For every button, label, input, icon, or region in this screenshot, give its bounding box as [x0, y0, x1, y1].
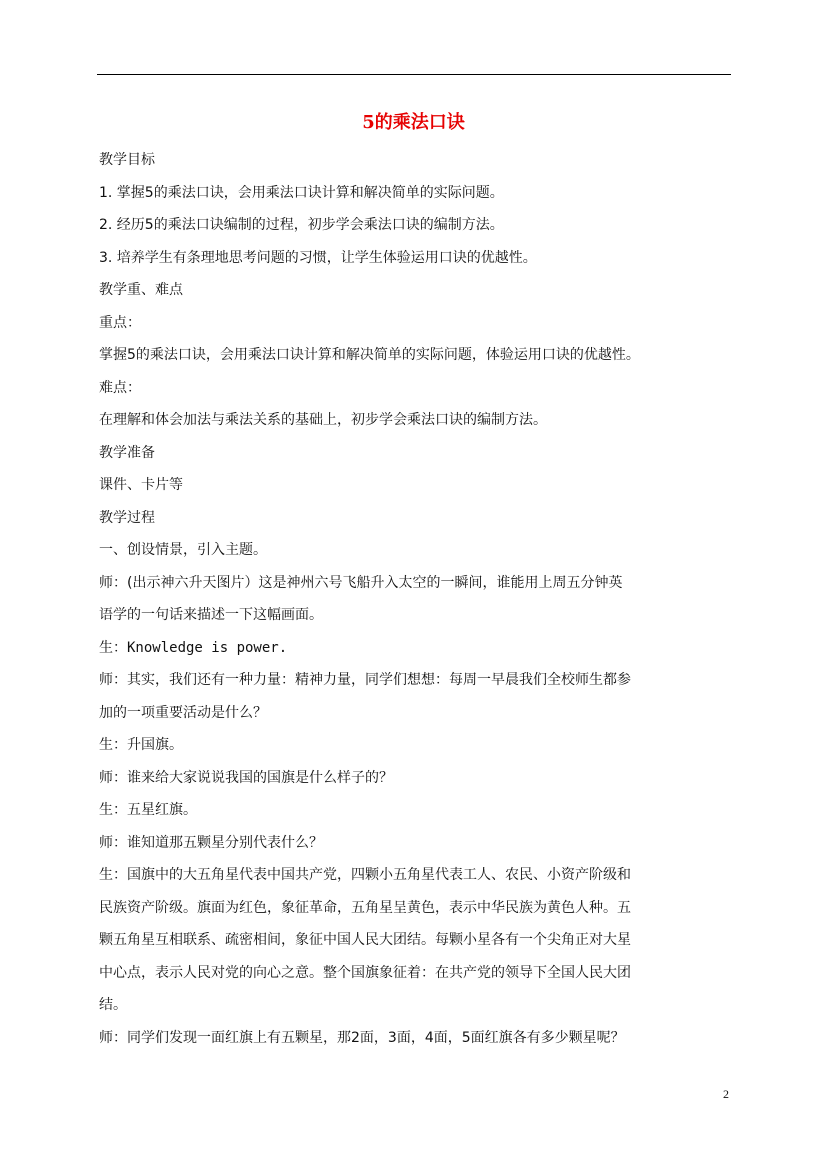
label-key-point: 重点：	[99, 314, 141, 331]
header-rule	[97, 74, 731, 75]
dialogue-line: 结。	[99, 997, 127, 1013]
dialogue-line: 师：谁来给大家说说我国的国旗是什么样子的？	[99, 769, 393, 786]
dialogue-line: 生：升国旗。	[99, 737, 183, 753]
dialogue-line: 生：五星红旗。	[99, 802, 197, 818]
dialogue-line: 师：(出示神六升天图片）这是神州六号飞船升入太空的一瞬间，谁能用上周五分钟英	[99, 574, 623, 591]
dialogue-line: 生：国旗中的大五角星代表中国共产党，四颗小五角星代表工人、农民、小资产阶级和	[99, 867, 631, 883]
document-title: 5的乘法口诀	[362, 112, 465, 133]
dialogue-line: 颗五角星互相联系、疏密相间，象征中国人民大团结。每颗小星各有一个尖角正对大星	[99, 932, 631, 948]
heading-process: 教学过程	[99, 509, 155, 526]
document-body	[99, 150, 739, 1060]
dialogue-line: 师：同学们发现一面红旗上有五颗星，那2面，3面，4面，5面红旗各有多少颗星呢？	[99, 1029, 625, 1046]
dialogue-line: 中心点，表示人民对党的向心之意。整个国旗象征着：在共产党的领导下全国人民大团	[99, 964, 631, 981]
dialogue-line: 生：Knowledge is power.	[99, 639, 288, 656]
objective-2: 2. 经历5的乘法口诀编制的过程，初步学会乘法口诀的编制方法。	[99, 217, 504, 233]
heading-preparation: 教学准备	[99, 444, 155, 461]
dialogue-line: 民族资产阶级。旗面为红色，象征革命，五角星呈黄色，表示中华民族为黄色人种。五	[99, 899, 631, 916]
dialogue-line: 语学的一句话来描述一下这幅画面。	[99, 607, 323, 623]
preparation-text: 课件、卡片等	[99, 477, 183, 493]
dialogue-line: 加的一项重要活动是什么？	[99, 704, 267, 721]
heading-objectives: 教学目标	[99, 152, 155, 168]
difficulty-text: 在理解和体会加法与乘法关系的基础上，初步学会乘法口诀的编制方法。	[99, 412, 547, 428]
dialogue-line: 师：谁知道那五颗星分别代表什么？	[99, 834, 323, 851]
heading-key-points: 教学重、难点	[99, 282, 183, 298]
label-difficulty: 难点：	[99, 379, 141, 396]
page-number: 2	[723, 1087, 729, 1101]
key-point-text: 掌握5的乘法口诀，会用乘法口诀计算和解决简单的实际问题，体验运用口诀的优越性。	[99, 347, 640, 363]
process-step-1: 一、创设情景，引入主题。	[99, 542, 267, 558]
objective-1: 1. 掌握5的乘法口诀，会用乘法口诀计算和解决简单的实际问题。	[99, 184, 504, 201]
objective-3: 3. 培养学生有条理地思考问题的习惯，让学生体验运用口诀的优越性。	[99, 249, 537, 266]
dialogue-line: 师：其实，我们还有一种力量：精神力量，同学们想想：每周一早晨我们全校师生都参	[99, 672, 631, 688]
